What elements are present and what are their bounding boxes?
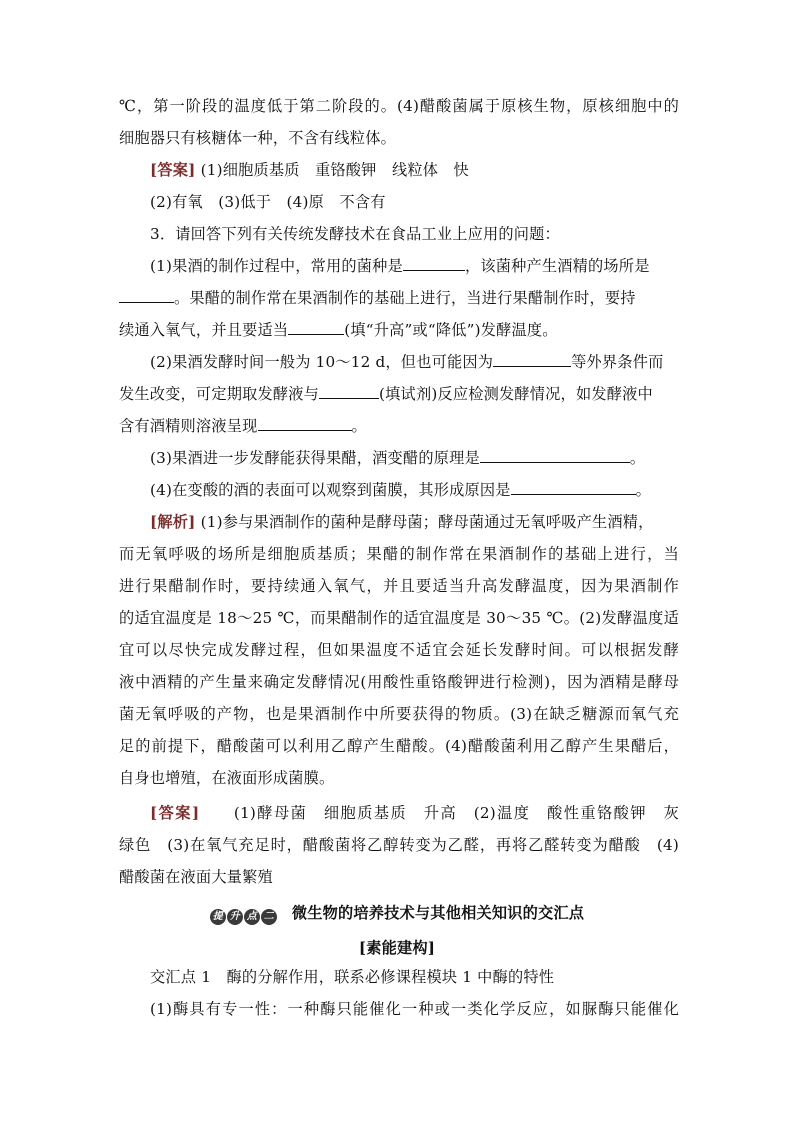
section-title: 微生物的培养技术与其他相关知识的交汇点 [291, 904, 585, 922]
question-line [119, 288, 679, 308]
question-text: (填试剂)反应检测发酵情况，如发酵液中 [379, 385, 653, 403]
analysis-line: 液中酒精的产生量来确定发酵情况(用酸性重铬酸钾进行检测)，因为酒精是酵母 [119, 673, 679, 691]
answer-blank[interactable] [480, 448, 630, 463]
analysis-text: (1)参与果酒制作的菌种是酵母菌；酵母菌通过无氧呼吸产生酒精， [200, 513, 654, 531]
question-text: 。 [629, 449, 646, 467]
answer-line: 醋酸菌在液面大量繁殖 [119, 868, 273, 886]
analysis-tag: [解析] [150, 513, 196, 531]
question-line [150, 448, 679, 468]
question-text: ，该菌种产生酒精的场所是 [464, 257, 650, 275]
text-line: (1)酶具有专一性：一种酶只能催化一种或一类化学反应，如脲酶只能催化 [150, 1000, 679, 1018]
section-badge [210, 904, 278, 925]
analysis-line: 足的前提下，醋酸菌可以利用乙醇产生醋酸。(4)醋酸菌利用乙醇产生果醋后， [119, 737, 679, 755]
point-heading: 交汇点 1 酶的分解作用，联系必修课程模块 1 中酶的特性 [150, 968, 555, 986]
badge-char: 升 [227, 909, 243, 925]
analysis-line [150, 512, 679, 532]
question-text: 续通入氧气，并且要适当 [119, 321, 289, 339]
badge-char: 提 [210, 909, 226, 925]
answer-blank[interactable] [319, 384, 379, 399]
answer-line [150, 160, 679, 180]
answer-blank[interactable] [511, 480, 636, 495]
question-line [119, 320, 679, 340]
question-text: (2)果酒发酵时间一般为 10～12 d，但也可能因为 [150, 353, 494, 371]
question-text: (4)在变酸的酒的表面可以观察到菌膜，其形成原因是 [150, 481, 511, 499]
badge-char: 点 [244, 909, 260, 925]
answer-tag: [答案] [150, 804, 200, 822]
question-line [150, 480, 679, 500]
question-text: (1)果酒的制作过程中，常用的菌种是 [150, 257, 403, 275]
question-text: 等外界条件而 [571, 353, 664, 371]
answer-blank[interactable] [119, 288, 174, 303]
answer-line: 绿色 (3)在氧气充足时，醋酸菌将乙醇转变为乙醛，再将乙醛转变为醋酸 (4) [119, 836, 679, 854]
question-text: 。 [635, 481, 652, 499]
analysis-line: 宜可以尽快完成发酵过程，但如果温度不适宜会延长发酵时间。可以根据发酵 [119, 641, 679, 659]
question-line [150, 352, 679, 372]
answer-blank[interactable] [493, 352, 571, 367]
analysis-line: 菌无氧呼吸的产物，也是果酒制作中所要获得的物质。(3)在缺乏糖源而氧气充 [119, 705, 679, 723]
question-text: (3)果酒进一步发酵能获得果醋，酒变醋的原理是 [150, 449, 480, 467]
answer-line: (2)有氧 (3)低于 (4)原 不含有 [150, 193, 386, 211]
badge-char: 二 [261, 909, 277, 925]
text-line: ℃，第一阶段的温度低于第二阶段的。(4)醋酸菌属于原核生物，原核细胞中的 [119, 97, 679, 115]
question-text: 发生改变，可定期取发酵液与 [119, 385, 320, 403]
answer-text: (1)酵母菌 细胞质基质 升高 (2)温度 酸性重铬酸钾 灰 [233, 804, 680, 822]
answer-blank[interactable] [288, 320, 344, 335]
question-text: 含有酒精则溶液呈现 [119, 417, 258, 435]
analysis-line: 而无氧呼吸的场所是细胞质基质；果醋的制作常在果酒制作的基础上进行，当 [119, 545, 679, 563]
section-heading [0, 903, 794, 925]
analysis-line: 的适宜温度是 18～25 ℃，而果醋制作的适宜温度是 30～35 ℃。(2)发酵温度适 [119, 609, 679, 627]
question-text: 。果醋的制作常在果酒制作的基础上进行，当进行果醋制作时，要持 [174, 289, 636, 307]
subsection-heading: [素能建构] [358, 939, 436, 957]
answer-blank[interactable] [403, 256, 465, 271]
answer-text: (1)细胞质基质 重铬酸钾 线粒体 快 [200, 161, 469, 179]
text-line: 细胞器只有核糖体一种，不含有线粒体。 [119, 129, 396, 147]
question-stem: 3．请回答下列有关传统发酵技术在食品工业上应用的问题： [150, 225, 560, 243]
analysis-line: 自身也增殖，在液面形成菌膜。 [119, 769, 335, 787]
answer-line [150, 803, 679, 823]
answer-blank[interactable] [258, 416, 352, 431]
question-line [150, 256, 679, 276]
question-text: 。 [351, 417, 367, 435]
question-text: (填“升高”或“降低”)发酵温度。 [344, 321, 558, 339]
question-line [119, 416, 679, 436]
answer-tag: [答案] [150, 161, 196, 179]
question-line [119, 384, 679, 404]
analysis-line: 进行果醋制作时，要持续通入氧气，并且要适当升高发酵温度，因为果酒制作 [119, 577, 679, 595]
